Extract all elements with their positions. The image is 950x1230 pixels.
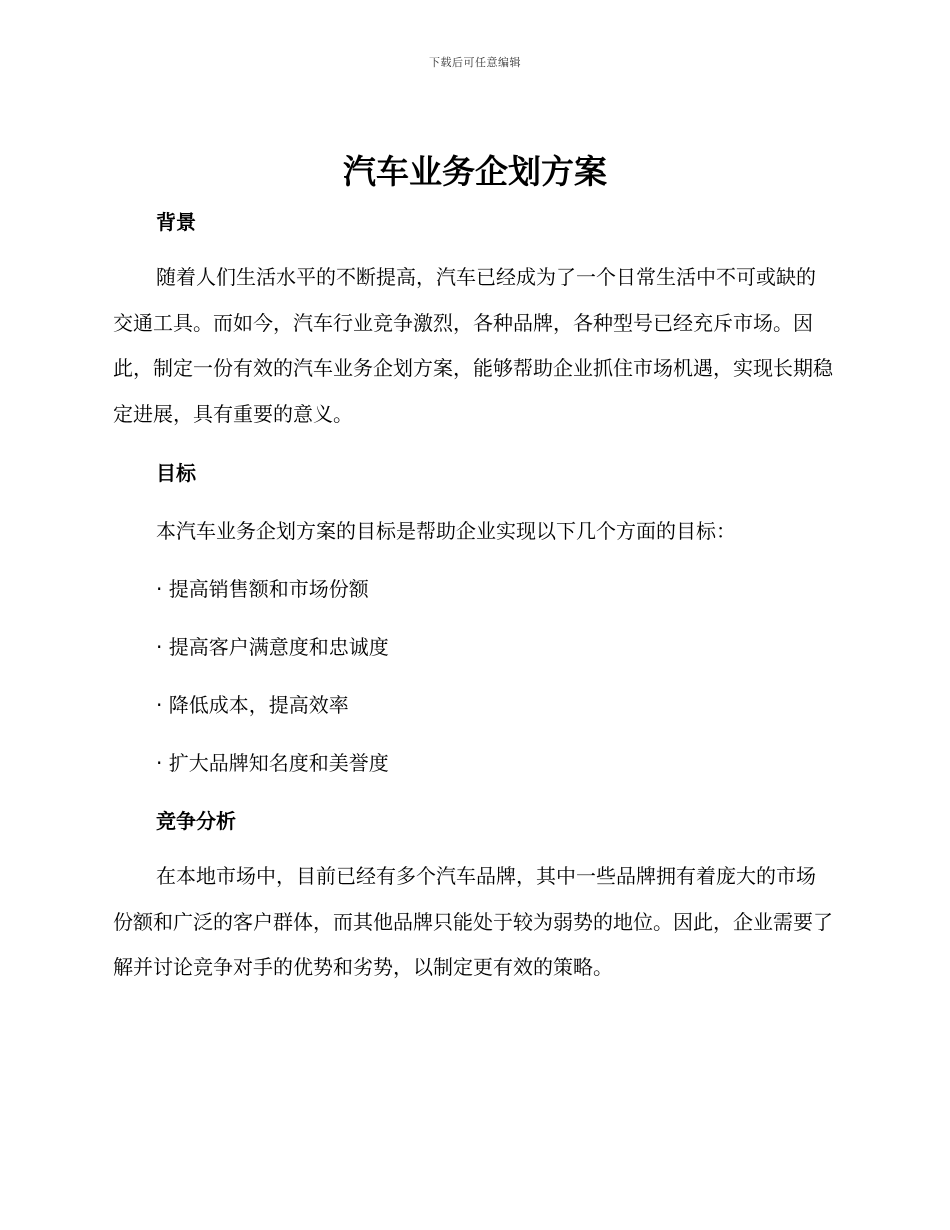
goal-item: · 扩大品牌知名度和美誉度 [156, 751, 389, 775]
document-title: 汽车业务企划方案 [343, 152, 607, 191]
goal-item: · 降低成本，提高效率 [156, 693, 349, 717]
header-note: 下载后可任意编辑 [429, 56, 521, 69]
section-heading-goals: 目标 [156, 461, 196, 485]
goals-intro: 本汽车业务企划方案的目标是帮助企业实现以下几个方面的目标： [156, 519, 736, 543]
background-paragraph: 随着人们生活水平的不断提高，汽车已经成为了一个日常生活中不可或缺的交通工具。而如今，汽车行业竞争激烈，各种品牌，各种型号已经充斥市场。因此，制定一份有效的汽车业务企划方案，能够帮助企业抓住市场机遇，实现长期稳定进展，具有重要的意义。 [113, 265, 833, 426]
document-body [113, 203, 833, 991]
goal-item: · 提高客户满意度和忠诚度 [156, 635, 389, 659]
goal-item: · 提高销售额和市场份额 [156, 577, 369, 601]
section-heading-competition: 竞争分析 [156, 809, 236, 833]
competition-paragraph: 在本地市场中，目前已经有多个汽车品牌，其中一些品牌拥有着庞大的市场份额和广泛的客户群体，而其他品牌只能处于较为弱势的地位。因此，企业需要了解并讨论竞争对手的优势和劣势，以制定更有效的策略。 [113, 864, 833, 979]
section-heading-background: 背景 [156, 210, 196, 234]
